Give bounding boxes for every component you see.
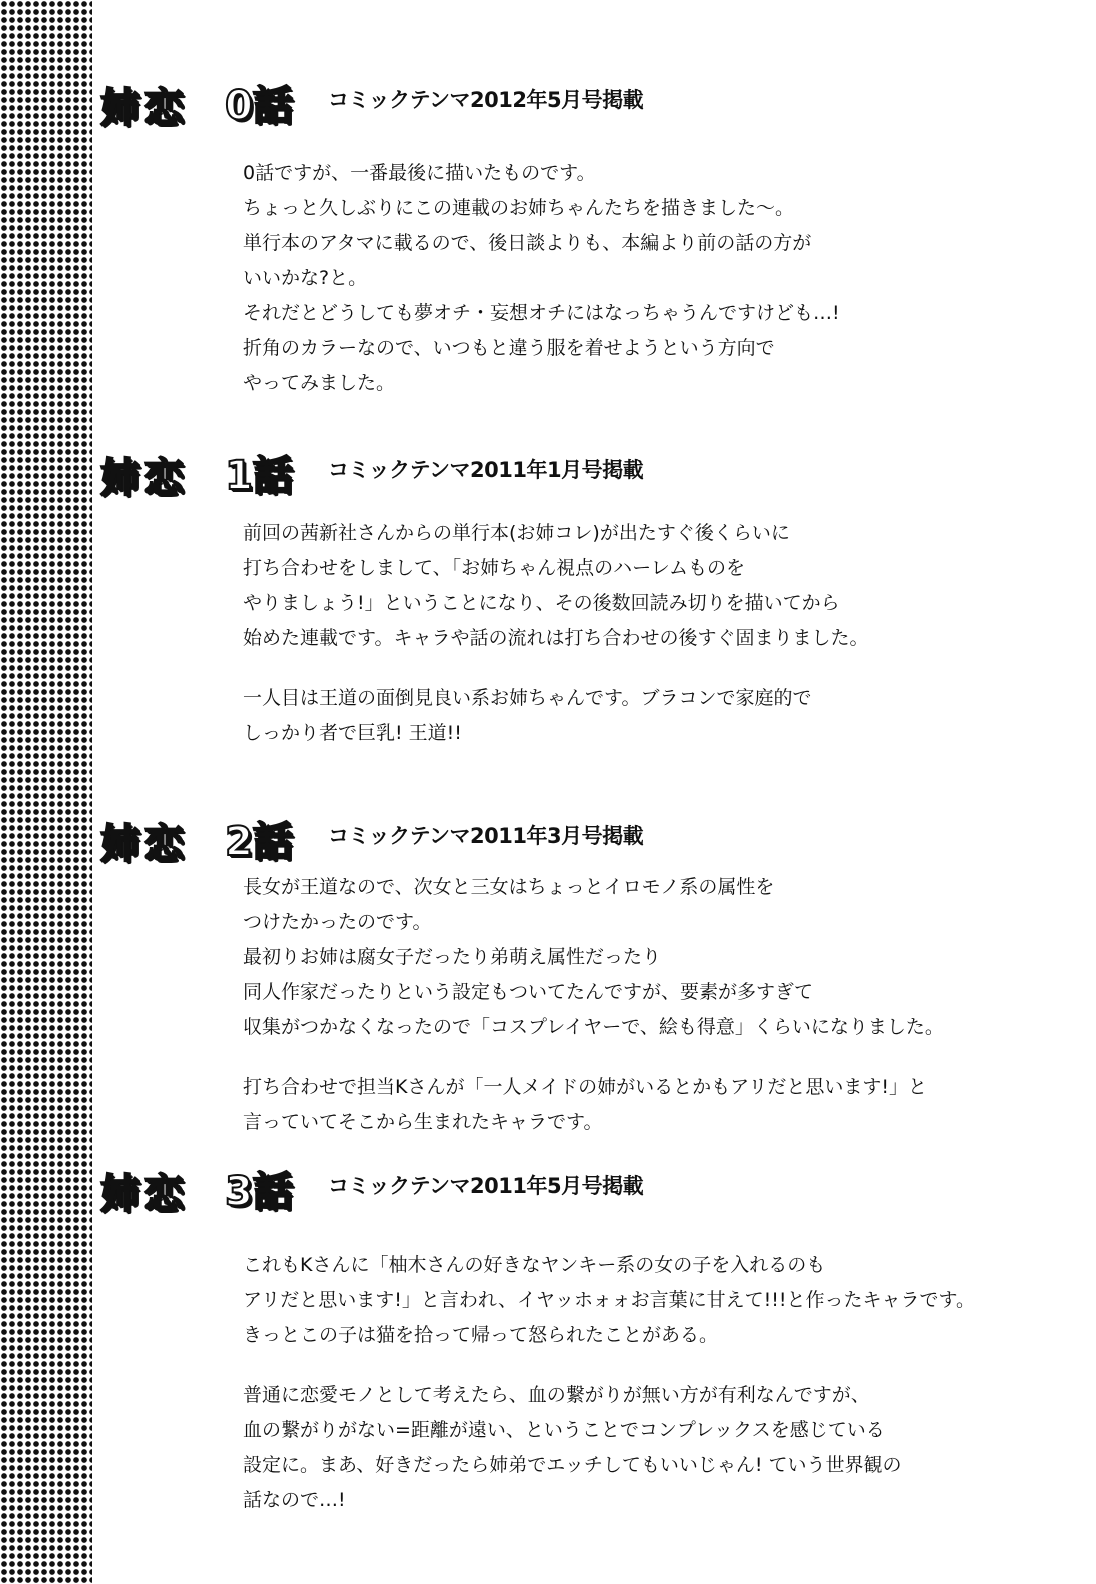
section-heading: [100, 808, 1060, 868]
body-line: 同人作家だったりという設定もついてたんですが、要素が多すぎて: [243, 981, 814, 1003]
section-body: [243, 870, 1043, 1140]
body-line: 設定に。まあ、好きだったら姉弟でエッチしてもいいじゃん! ていう世界観の: [243, 1454, 902, 1476]
body-line: 普通に恋愛モノとして考えたら、血の繋がりが無い方が有利なんですが、: [243, 1384, 870, 1406]
section-body: [243, 1248, 1043, 1518]
body-line: 収集がつかなくなったので「コスプレイヤーで、絵も得意」くらいになりました。: [243, 1016, 944, 1038]
section-heading: [100, 442, 1060, 502]
body-line: やってみました。: [243, 372, 396, 394]
body-line: しっかり者で巨乳! 王道!!: [243, 722, 462, 744]
halftone-dot-border: [0, 0, 92, 1584]
body-line: 折角のカラーなので、いつもと違う服を着せようという方向で: [243, 337, 775, 359]
episode-number: 2話: [225, 819, 293, 865]
section-body: [243, 516, 1043, 751]
publication-info: コミックテンマ2012年5月号掲載: [328, 88, 644, 112]
episode-number: 1話: [225, 453, 293, 499]
series-logo: 姉恋: [100, 455, 188, 501]
body-line: 最初りお姉は腐女子だったり弟萌え属性だったり: [243, 946, 662, 968]
section-body: [243, 156, 1043, 401]
body-line: 単行本のアタマに載るので、後日談よりも、本編より前の話の方が: [243, 232, 812, 254]
publication-info: コミックテンマ2011年3月号掲載: [328, 824, 644, 848]
body-line: 打ち合わせをしまして、「お姉ちゃん視点のハーレムものを: [243, 557, 745, 579]
episode-number: 0話: [225, 83, 293, 129]
body-line: 前回の茜新社さんからの単行本(お姉コレ)が出たすぐ後くらいに: [243, 522, 790, 544]
body-line: やりましょう!」ということになり、その後数回読み切りを描いてから: [243, 592, 840, 614]
body-line: アリだと思います!」と言われ、イヤッホォォお言葉に甘えて!!!と作ったキャラです。: [243, 1289, 975, 1311]
episode-number: 3話: [225, 1169, 293, 1215]
body-line: きっとこの子は猫を拾って帰って怒られたことがある。: [243, 1324, 719, 1346]
series-logo: 姉恋: [100, 85, 188, 131]
body-line: 打ち合わせで担当Kさんが「一人メイドの姉がいるとかもアリだと思います!」と: [243, 1076, 927, 1098]
publication-info: コミックテンマ2011年5月号掲載: [328, 1174, 644, 1198]
body-line: 0話ですが、一番最後に描いたものです。: [243, 162, 596, 184]
body-line: つけたかったのです。: [243, 911, 432, 933]
body-line: 言っていてそこから生まれたキャラです。: [243, 1111, 603, 1133]
series-logo: 姉恋: [100, 821, 188, 867]
body-line: これもKさんに「柚木さんの好きなヤンキー系の女の子を入れるのも: [243, 1254, 826, 1276]
body-line: 始めた連載です。キャラや話の流れは打ち合わせの後すぐ固まりました。: [243, 627, 869, 649]
body-line: いいかな?と。: [243, 267, 368, 289]
body-line: 長女が王道なので、次女と三女はちょっとイロモノ系の属性を: [243, 876, 775, 898]
body-line: ちょっと久しぶりにこの連載のお姉ちゃんたちを描きました～。: [243, 197, 795, 219]
publication-info: コミックテンマ2011年1月号掲載: [328, 458, 644, 482]
body-line: それだとどうしても夢オチ・妄想オチにはなっちゃうんですけども…!: [243, 302, 840, 324]
body-line: 血の繋がりがない=距離が遠い、ということでコンプレックスを感じている: [243, 1419, 885, 1441]
body-line: 一人目は王道の面倒見良い系お姉ちゃんです。ブラコンで家庭的で: [243, 687, 812, 709]
section-heading: [100, 72, 1060, 132]
body-line: 話なので…!: [243, 1489, 346, 1511]
series-logo: 姉恋: [100, 1171, 188, 1217]
section-heading: [100, 1158, 1060, 1218]
